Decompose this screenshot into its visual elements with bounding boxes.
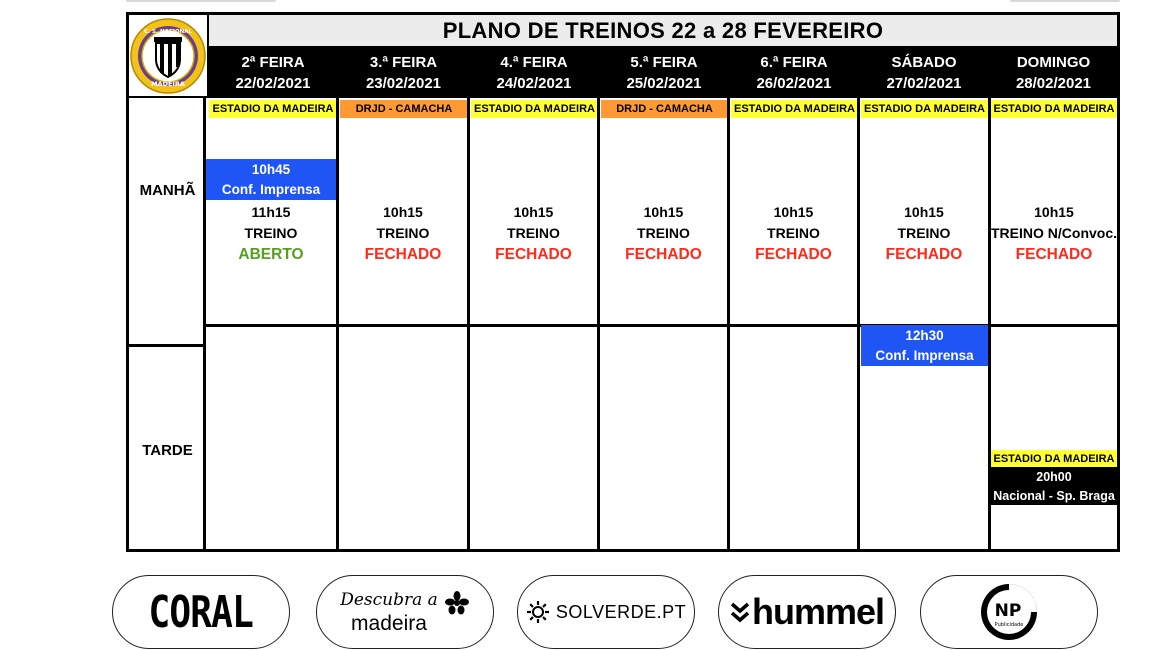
session-time: 10h15 [1034,204,1074,220]
session-type: TREINO [244,225,298,241]
match-venue: ESTADIO DA MADEIRA [991,450,1117,467]
day-date: 22/02/2021 [235,75,311,92]
sponsor-np[interactable] [920,575,1098,649]
day-name: SÁBADO [891,54,957,71]
match-sunday [991,450,1117,505]
header-strip [126,0,1120,3]
session-time: 10h15 [773,204,814,220]
sponsor-coral[interactable] [112,575,290,649]
svg-text:C. S. NACIONAL: C. S. NACIONAL [144,28,192,35]
session-friday [730,202,857,265]
session-type: TREINO [637,225,690,241]
venue-friday: ESTADIO DA MADEIRA [731,100,858,118]
session-time: 10h15 [904,204,944,220]
madeira-script-text: Descubra a [340,590,438,610]
session-time: 10h15 [643,204,684,220]
session-thursday [600,202,727,265]
session-status: FECHADO [1015,246,1093,263]
svg-text:MADEIRA: MADEIRA [151,79,185,88]
press-conference-monday [206,159,336,200]
afternoon-label: TARDE [142,442,193,459]
session-tuesday [339,202,467,265]
header-strip-left [126,0,276,2]
day-name: 4.ª FEIRA [500,54,568,71]
match-details [991,467,1117,505]
session-type: TREINO N/Convoc. [991,225,1118,241]
np-logo-icon [977,580,1041,644]
club-logo [129,15,209,98]
coral-logo: CORAL [148,586,254,638]
solverde-logo [526,600,686,624]
venue-monday: ESTADIO DA MADEIRA [209,100,337,118]
day-date: 23/02/2021 [365,75,442,92]
sponsor-solverde[interactable] [517,575,695,649]
press-time: 10h45 [251,162,291,177]
svg-text:Publicidade: Publicidade [994,622,1024,628]
period-divider-left [129,344,206,347]
venue-thursday: DRJD - CAMACHA [601,100,728,118]
sun-icon [526,600,550,624]
press-label: Conf. Imprensa [221,182,321,197]
session-time: 11h15 [251,204,291,220]
hummel-logo [730,591,884,633]
session-status: FECHADO [364,246,442,263]
day-name: 5.ª FEIRA [630,54,698,71]
madeira-logo [340,588,438,636]
press-time: 12h30 [905,328,944,343]
sponsor-hummel[interactable] [718,575,896,649]
solverde-text: SOLVERDE.PT [555,601,687,622]
session-time: 10h15 [383,204,423,220]
day-header-tuesday [339,48,470,98]
chevrons-icon [730,601,750,623]
session-type: TREINO [767,225,820,241]
day-header-sunday [990,48,1117,98]
session-status: FECHADO [885,246,963,263]
session-time: 10h15 [513,204,554,220]
day-header-saturday [860,48,990,98]
venue-wednesday: ESTADIO DA MADEIRA [471,100,598,118]
match-teams: Nacional - Sp. Braga [993,489,1115,503]
session-type: TREINO [897,225,951,241]
day-header-thursday [600,48,730,98]
day-date: 24/02/2021 [496,75,572,92]
day-name: 6.ª FEIRA [760,54,828,71]
day-name: DOMINGO [1016,54,1091,71]
press-label: Conf. Imprensa [875,348,974,363]
day-name: 3.ª FEIRA [369,54,438,71]
day-date: 25/02/2021 [626,75,702,92]
press-conference-saturday [861,325,988,366]
session-status: FECHADO [625,246,702,263]
svg-text:NP: NP [994,601,1022,621]
hummel-text: hummel [751,591,885,632]
morning-label: MANHÃ [139,182,196,199]
session-status: ABERTO [238,246,304,263]
session-sunday [991,202,1117,265]
venue-saturday: ESTADIO DA MADEIRA [861,100,988,118]
day-name: 2ª FEIRA [241,54,305,71]
training-schedule [126,12,1120,552]
session-monday [206,202,336,265]
day-date: 27/02/2021 [886,75,962,92]
sponsor-bar [112,575,1122,649]
madeira-word-text: madeira [351,612,427,635]
session-status: FECHADO [755,246,832,263]
match-time: 20h00 [1036,470,1072,484]
session-wednesday [470,202,597,265]
day-date: 28/02/2021 [1015,75,1092,92]
flower-icon [444,591,470,615]
session-saturday [860,202,988,265]
day-header-wednesday [470,48,600,98]
header-strip-right [1010,0,1120,2]
club-crest-icon [129,17,207,95]
day-date: 26/02/2021 [756,75,832,92]
session-type: TREINO [376,225,430,241]
sponsor-madeira[interactable] [316,575,494,649]
session-status: FECHADO [495,246,572,263]
schedule-title: PLANO DE TREINOS 22 a 28 FEVEREIRO [209,15,1117,48]
day-header-monday [209,48,339,98]
venue-sunday: ESTADIO DA MADEIRA [991,100,1117,118]
session-type: TREINO [507,225,560,241]
venue-tuesday: DRJD - CAMACHA [340,100,468,118]
day-header-friday [730,48,860,98]
